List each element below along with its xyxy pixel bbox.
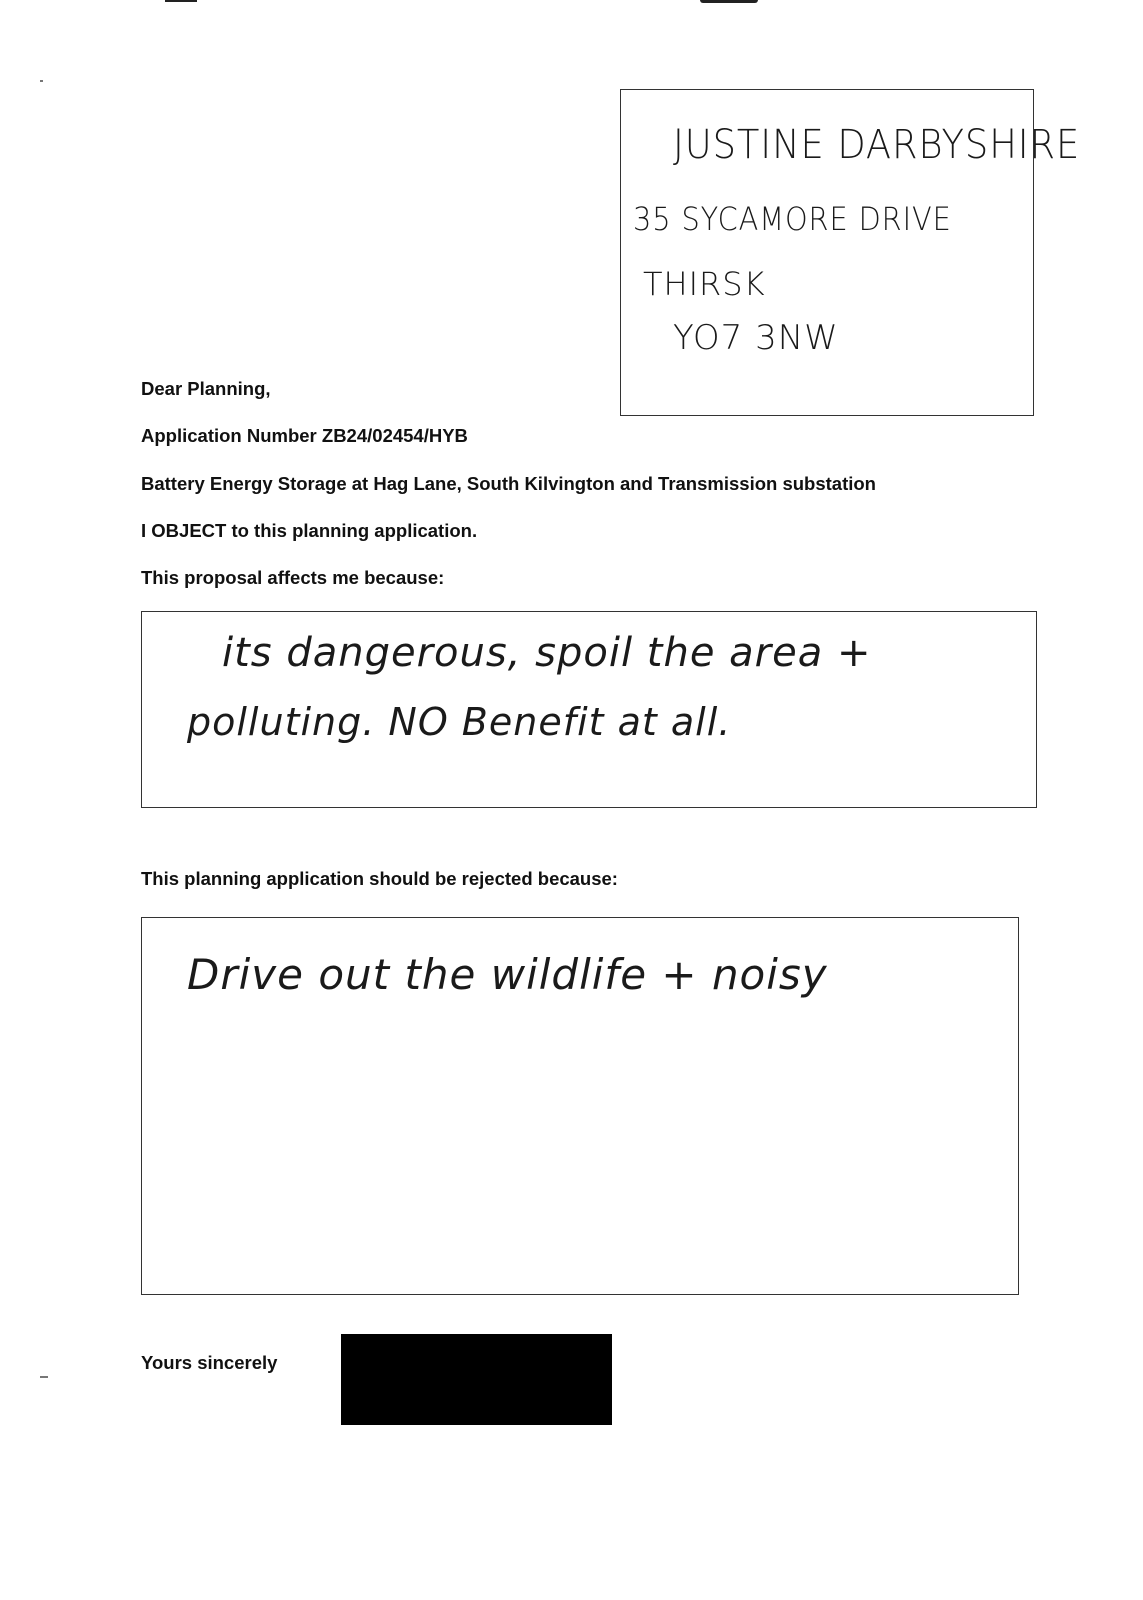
address-box — [620, 89, 1081, 416]
application-subject: Battery Energy Storage at Hag Lane, South Kilvington and Transmission substation — [141, 473, 876, 494]
redacted-signature — [341, 1334, 612, 1425]
scan-speck — [40, 1376, 48, 1378]
affects-response-line1: its dangerous, spoil the area + — [222, 630, 872, 676]
reject-prompt: This planning application should be rejected because: — [141, 868, 618, 889]
reject-response-text: Drive out the wildlife + noisy — [187, 950, 828, 999]
address-name: JUSTINE DARBYSHIRE — [673, 122, 1081, 168]
address-street: 35 SYCAMORE DRIVE — [633, 200, 952, 238]
objection-statement: I OBJECT to this planning application. — [141, 520, 478, 541]
scan-artifact — [700, 0, 758, 3]
affects-prompt: This proposal affects me because: — [141, 567, 445, 588]
reject-response-box — [141, 917, 1019, 1295]
scan-speck — [40, 80, 43, 82]
salutation: Dear Planning, — [141, 378, 271, 399]
address-town: THIRSK — [643, 265, 766, 303]
affects-response-line2: polluting. NO Benefit at all. — [187, 700, 732, 744]
affects-response-box — [141, 611, 1037, 808]
scan-artifact — [165, 0, 197, 2]
signoff: Yours sincerely — [141, 1352, 278, 1373]
application-number: Application Number ZB24/02454/HYB — [141, 425, 468, 446]
address-postcode: YO7 3NW — [673, 318, 839, 358]
